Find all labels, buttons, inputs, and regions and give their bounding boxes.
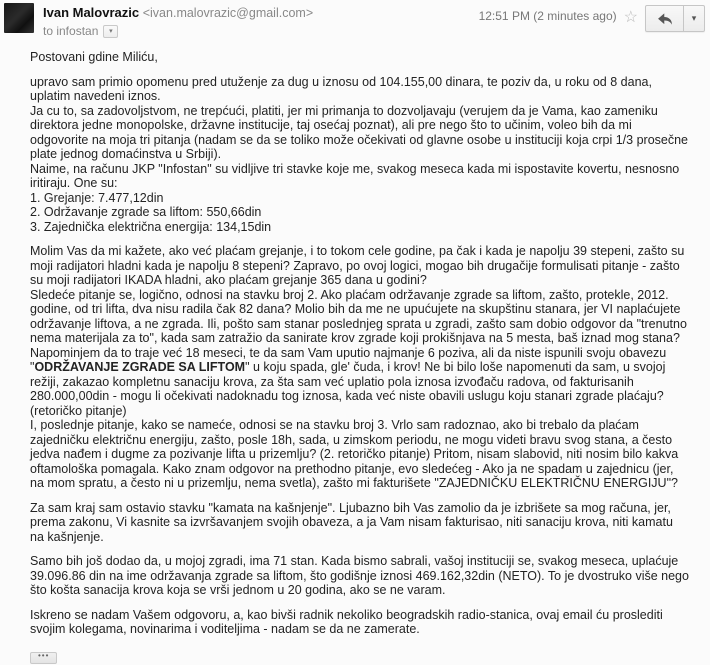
email-paragraph (30, 244, 690, 491)
reply-button[interactable] (646, 6, 683, 31)
ellipsis-icon: ••• (38, 650, 50, 660)
star-icon[interactable]: ☆ (623, 9, 638, 26)
email-text-line: 3. Zajednička električna energija: 134,15din (30, 219, 272, 234)
email-text-line: Za sam kraj sam ostavio stavku "kamata na kašnjenje". Ljubazno bih Vas zamolio da je izbrišete sa mog računa, jer, prema zakonu, Vi kasnite sa izvršavanjem svojih obaveza, a ja Vam nisam fakturisao, niti sanaciju krova, niti kamatu na kašnjenje. (30, 500, 673, 544)
sender-name: Ivan Malovrazic (43, 5, 140, 20)
sender-line (43, 5, 479, 21)
email-paragraph (30, 554, 690, 598)
reply-button-group (645, 5, 705, 32)
email-text-line: I, poslednje pitanje, kako se nameće, odnosi se na stavku broj 3. Vrlo sam radoznao, ako bi trebalo da plaćam zajedničku električnu energiju, zašto, posle 18h, sada, u zimskom periodu, ne mogu videti bravu svog stana, a često jedva nađem i dugme za pozivanje lifta u prizemlju? (2. retoričko pitanje) Pritom, nisam slabovid, niti nosim bilo kakva oftamološka pomagala. Kako znam odgovor na prethodno pitanje, evo sledećeg - Ako ja ne spadam u zajednicu (jer, na mom spratu, a često ni u prizemlju, nema svetla), zašto mi fakturišete "ZAJEDNIČKU ELEKTRIČNU ENERGIJU"? (30, 418, 679, 490)
show-trimmed-content-button[interactable] (30, 652, 57, 664)
more-actions-button[interactable] (683, 6, 704, 31)
email-text-line: Postovani gdine Miliću, (30, 50, 158, 64)
email-paragraph (30, 608, 690, 637)
header-actions (479, 3, 705, 32)
recipient-line: to infostan (43, 24, 99, 38)
sender-avatar[interactable] (4, 3, 34, 33)
email-text-line: 1. Grejanje: 7.477,12din (30, 190, 164, 205)
email-paragraph (30, 75, 690, 235)
email-text-line: Samo bih još dodao da, u mojoj zgradi, ima 71 stan. Kada bismo sabrali, vašoj instituciji se, svakog meseca, uplaćuje 39.096.86 din na ime održavanja zgrade sa liftom, što godišnje iznosi 469.162,32din (NETO). To je dvostruko više nego što košta sanacija krova koja se vrši jednom u 20 godina, ako se ne varam. (30, 554, 689, 597)
email-header (0, 0, 710, 38)
email-text-line: Naime, na računu JKP "Infostan" su vidljive tri stavke koje me, svakog meseca kada mi ispostavite kovertu, nesnosno iritiraju. One su: (30, 161, 680, 190)
chevron-down-icon: ▾ (691, 13, 697, 23)
email-text-line: Molim Vas da mi kažete, ako već plaćam grejanje, i to tokom cele godine, pa čak i kada je napolju 39 stepeni, zašto su moji radijatori hladni kada je napolju 8 stepeni? Zapravo, po ovoj logici, mogao bih drugačije formulisati pitanje - zašto su moji radijatori IKADA hladni, ako plaćam grejanje 365 dana u godini? (30, 244, 685, 287)
email-text-line: upravo sam primio opomenu pred utuženje za dug u iznosu od 104.155,00 dinara, te poziv da, u roku od 8 dana, uplatim navedeni iznos. (30, 74, 652, 103)
show-details-button[interactable] (103, 25, 118, 38)
sender-email: <ivan.malovrazic@gmail.com> (142, 6, 314, 20)
timestamp: 12:51 PM (2 minutes ago) (478, 9, 617, 23)
chevron-down-icon: ▾ (109, 27, 113, 35)
email-paragraph (30, 50, 690, 65)
email-text-line: Ja cu to, sa zadovoljstvom, ne trepćući, platiti, jer mi primanja to dozvoljavaju (verujem da je Vama, kao zameniku direktora jedne monopolske, državne institucije, taj osećaj poznat), ali pre nego što to učinim, voleo bih da mi odgovorite na moja tri pitanja (nadam se da se toliko može očekivati od glavne osobe u instituciji koja crpi 1/3 prosečne plate jednog domaćinstva u Srbiji). (30, 103, 689, 161)
reply-icon (657, 12, 673, 26)
recipient-row (43, 24, 479, 38)
email-body (0, 38, 710, 637)
email-text-line: 2. Održavanje zgrade sa liftom: 550,66din (30, 205, 262, 219)
email-paragraph (30, 501, 690, 545)
email-text-line: Iskreno se nadam Vašem odgovoru, a, kao bivši radnik nekoliko beogradskih radio-stanica, ovaj email ću proslediti svojim kolegama, novinarima i voditeljima - nadam se da ne zamerate. (30, 607, 663, 636)
sender-info (43, 3, 479, 38)
email-text-line: Sledeće pitanje se, logično, odnosi na stavku broj 2. Ako plaćam održavanje zgrade sa liftom, zašto, protekle, 2012. godine, od tri lifta, dva nisu radila čak 82 dana? Molio bih da me ne upućujete na skupštinu stanara, jer VI naplaćujete održavanje liftova, a ne zgrada. Ili, pošto sam stanar poslednjeg sprata u zgradi, zašto sam dobio odgovor da "trenutno nema materijala za to", kada sam zatražio da sanirate krov zgrade koji prokišnjava na 5 mesta, baš iznad mog stana? Napominjem da to traje već 18 meseci, te da sam Vam uputio najmanje 6 poziva, ali da niste ispunili svoju obavezu "ODRŽAVANJE ZGRADE SA LIFTOM" u koju spada, gle' čuda, i krov! Ne bi bilo loše napomenuti da sam, u svojoj režiji, zakazao kompletnu sanaciju krova, za šta sam već uplatio pola iznosa izvođaču radova, od fakturisanih 280.000,00din - mogu li očekivati nadoknadu tog iznosa, kada već niste obavili uslugu koju stanari zgrade plaćaju? (retoričko pitanje) (30, 287, 687, 418)
